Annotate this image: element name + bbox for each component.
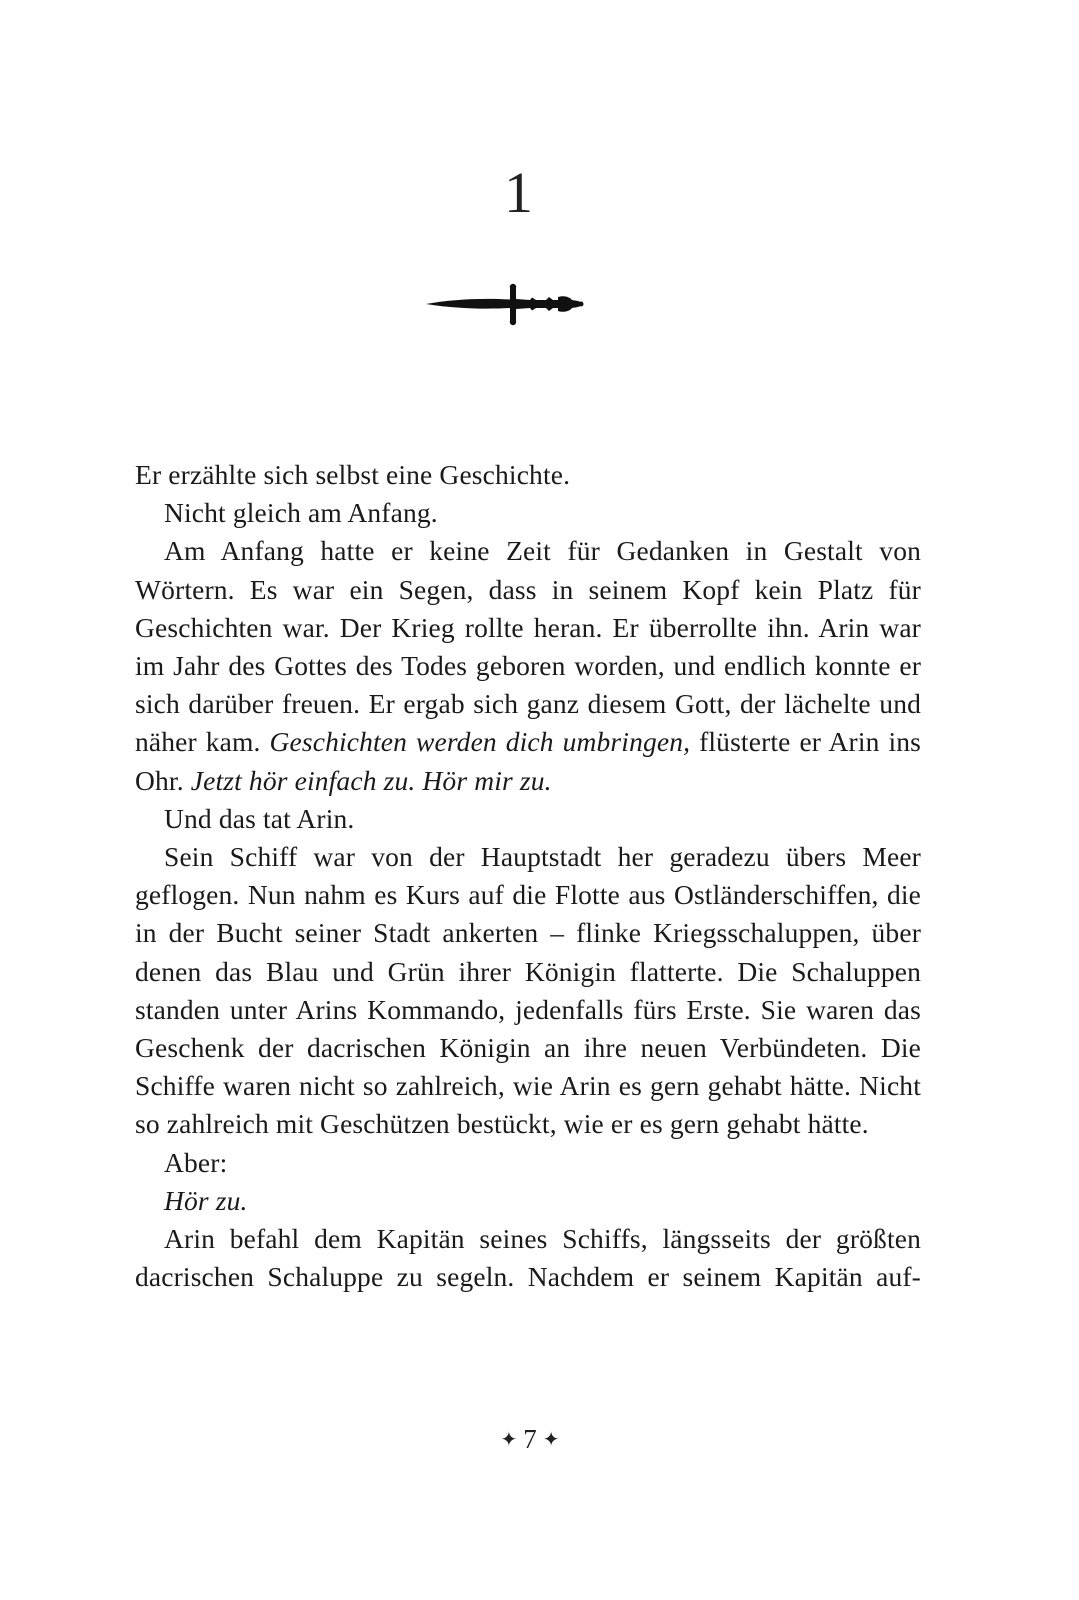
paragraph-3-text: Am Anfang hatte er keine Zeit für Gedanken in Gestalt von Wörtern. Es war ein Segen, dass in seinem Kopf kein Platz für Geschichten war. Der Krieg rollte heran. Er überrollte ihn. Arin war im Jahr des Gottes des Todes geboren worden, und endlich konnte er sich darüber freuen. Er ergab sich ganz diesem Gott, der lächelte und näher kam.	[135, 535, 921, 758]
paragraph-4: Und das tat Arin.	[164, 802, 355, 834]
paragraph-2: Nicht gleich am Anfang.	[164, 497, 438, 529]
dagger-icon	[424, 282, 586, 326]
folio-ornament-left-icon: ✦	[500, 1429, 518, 1451]
paragraph-6: Aber:	[164, 1146, 228, 1178]
paragraph-7	[135, 1182, 921, 1220]
page-number-footer	[0, 1422, 1060, 1457]
paragraph-1: Er erzählte sich selbst eine Geschichte.	[135, 459, 571, 490]
folio-ornament-right-icon: ✦	[542, 1429, 560, 1451]
paragraph-3-italic-2: Jetzt hör einfach zu. Hör mir zu.	[190, 764, 552, 796]
paragraph-5: Sein Schiff war von der Hauptstadt her geradezu übers Meer geflogen. Nun nahm es Kurs auf die Flotte aus Ostländerschiffen, die in der Bucht seiner Stadt ankerten – flinke Kriegsschaluppen, über denen das Blau und Grün ihrer Königin flatterte. Die Schaluppen standen unter Arins Kommando, jedenfalls fürs Erste. Sie waren das Geschenk der dacrischen Königin an ihre neuen Verbündeten. Die Schiffe waren nicht so zahlreich, wie Arin es gern gehabt hätte. Nicht so zahlreich mit Geschützen bestückt, wie er es gern gehabt hätte.	[135, 841, 921, 1140]
chapter-number: 1	[504, 160, 533, 225]
paragraph-3	[135, 532, 921, 799]
paragraph-3-italic-1: Geschichten werden dich umbringen,	[269, 726, 691, 758]
chapter-text	[135, 456, 921, 1296]
paragraph-8: Arin befahl dem Kapitän seines Schiffs, längsseits der größten dacrischen Schaluppe zu segeln. Nachdem er seinem Kapitän auf-	[135, 1223, 921, 1293]
page-number: 7	[523, 1424, 537, 1454]
paragraph-3-mid: flüsterte er Arin ins Ohr.	[135, 726, 921, 796]
paragraph-7-italic: Hör zu.	[164, 1184, 248, 1216]
